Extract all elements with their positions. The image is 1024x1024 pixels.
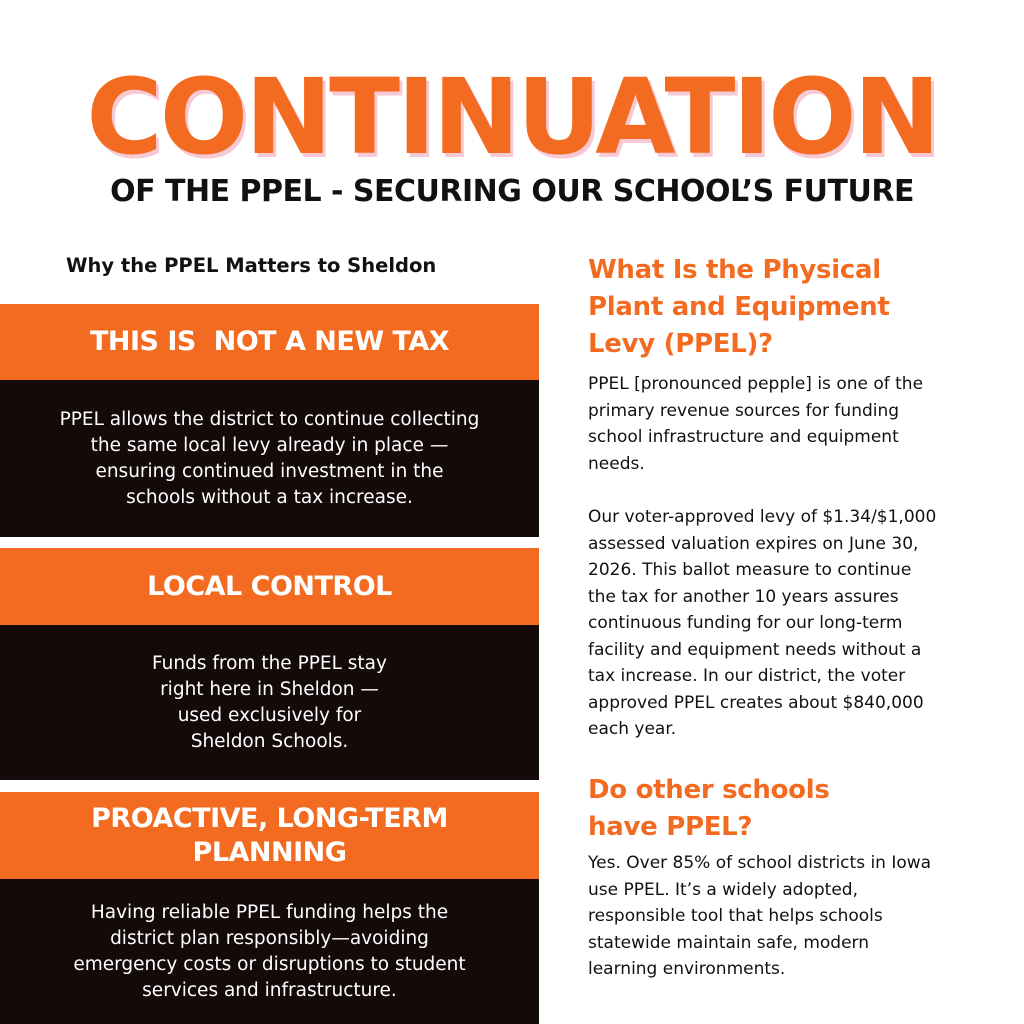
section-body-line: Funds from the PPEL stay bbox=[152, 652, 387, 674]
section-body-line: Sheldon Schools. bbox=[190, 730, 349, 752]
paragraph-line: responsible tool that helps schools bbox=[588, 906, 883, 926]
section-body-line: right here in Sheldon — bbox=[160, 678, 379, 700]
paragraph-line: PPEL [pronounced pepple] is one of the bbox=[588, 374, 924, 394]
paragraph-line: the tax for another 10 years assures bbox=[588, 586, 899, 607]
paragraph-line: approved PPEL creates about $840,000 bbox=[588, 692, 924, 713]
paragraph-line: needs. bbox=[588, 453, 645, 474]
section-title-line: PLANNING bbox=[192, 836, 347, 868]
left-column-heading: Why the PPEL Matters to Sheldon bbox=[66, 254, 437, 277]
paragraph-line: Our voter-approved levy of $1.34/$1,000 bbox=[588, 507, 937, 527]
paragraph-line: assessed valuation expires on June 30, bbox=[588, 533, 919, 554]
other-schools-heading bbox=[588, 772, 988, 846]
section-title-line: PROACTIVE, LONG-TERM bbox=[91, 802, 448, 834]
paragraph-line: learning environments. bbox=[588, 959, 786, 979]
other-schools-section bbox=[588, 772, 988, 983]
paragraph-line: continuous funding for our long-term bbox=[588, 613, 903, 633]
section-local-control-body bbox=[0, 625, 539, 780]
paragraph-line: tax increase. In our district, the voter bbox=[588, 666, 906, 686]
section-body-line: PPEL allows the district to continue collecting bbox=[59, 408, 480, 430]
paragraph-line: statewide maintain safe, modern bbox=[588, 932, 870, 953]
paragraph-line: facility and equipment needs without a bbox=[588, 639, 922, 660]
section-local-control-title bbox=[0, 548, 539, 625]
paragraph-line: primary revenue sources for funding bbox=[588, 400, 900, 421]
heading-line: What Is the Physical bbox=[588, 255, 881, 285]
paragraph-line: use PPEL. It’s a widely adopted, bbox=[588, 879, 858, 900]
section-body-line: emergency costs or disruptions to student bbox=[73, 953, 466, 975]
heading-line: Levy (PPEL)? bbox=[588, 329, 773, 359]
section-body-line: Having reliable PPEL funding helps the bbox=[90, 901, 449, 923]
ppel-definition-paragraph bbox=[588, 371, 988, 477]
section-planning-body bbox=[0, 879, 539, 1024]
heading-line: have PPEL? bbox=[588, 812, 753, 842]
section-not-new-tax-body bbox=[0, 380, 539, 537]
ppel-definition-heading bbox=[588, 252, 988, 363]
section-planning-title bbox=[0, 792, 539, 879]
heading-line: Plant and Equipment bbox=[588, 292, 890, 322]
section-body-line: used exclusively for bbox=[177, 704, 362, 726]
section-title-line: LOCAL CONTROL bbox=[147, 570, 392, 602]
section-body-line: the same local levy already in place — bbox=[90, 434, 449, 456]
section-not-new-tax-title bbox=[0, 304, 539, 380]
ppel-definition-section bbox=[588, 252, 988, 743]
section-title-line: THIS IS NOT A NEW TAX bbox=[89, 326, 450, 357]
other-schools-paragraph bbox=[588, 850, 988, 983]
heading-line: Do other schools bbox=[588, 775, 830, 805]
paragraph-line: 2026. This ballot measure to continue bbox=[588, 560, 912, 580]
paragraph-line: school infrastructure and equipment bbox=[588, 427, 899, 447]
section-body-line: district plan responsibly—avoiding bbox=[110, 927, 429, 949]
section-body-line: ensuring continued investment in the bbox=[95, 460, 444, 482]
levy-details-paragraph bbox=[588, 504, 988, 743]
section-body-line: services and infrastructure. bbox=[142, 979, 397, 1001]
page-title: CONTINUATION bbox=[86, 56, 938, 178]
page-subtitle: OF THE PPEL - SECURING OUR SCHOOL’S FUTURE bbox=[110, 174, 914, 209]
paragraph-line: Yes. Over 85% of school districts in Iowa bbox=[588, 853, 932, 873]
section-body-line: schools without a tax increase. bbox=[126, 486, 413, 508]
paragraph-line: each year. bbox=[588, 719, 677, 739]
